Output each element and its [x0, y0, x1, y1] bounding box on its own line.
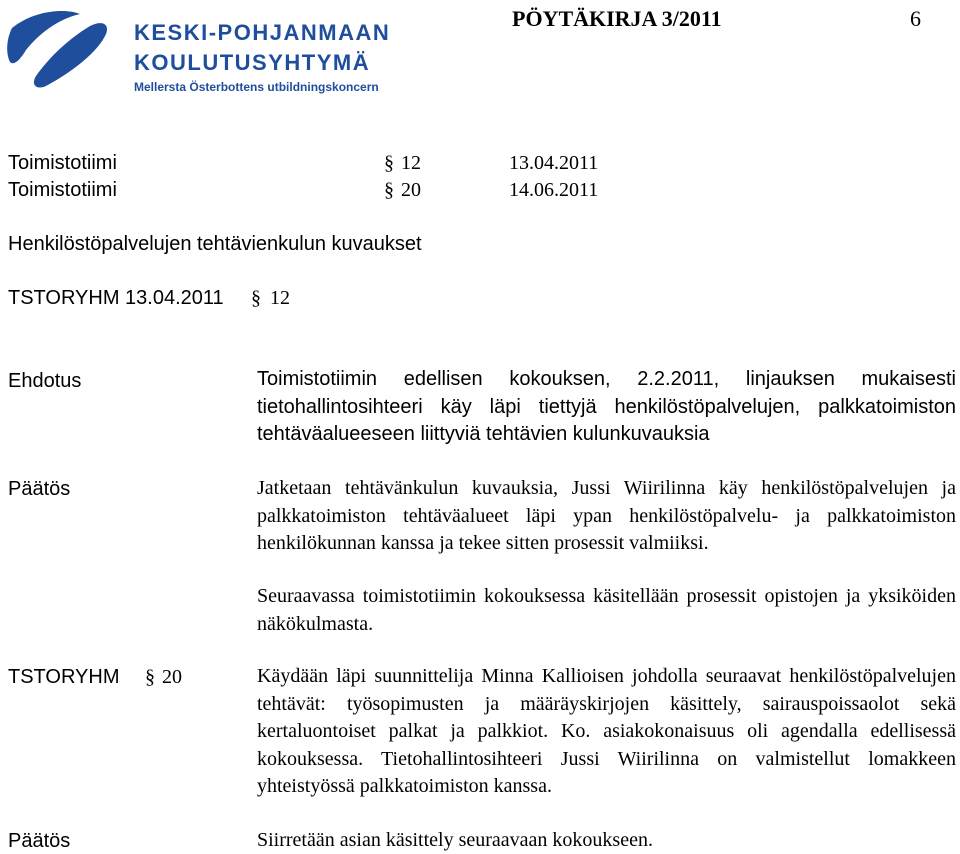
decision-text: Jatketaan tehtävänkulun kuvauksia, Jussi Wiirilinna käy henkilöstöpalvelujen ja palkkatoimiston tehtäväalueet läpi ypan henkilöstöpalvelu- ja palkkatoimiston henkilökunnan kanssa ja tekee sitten prosessit valmiiksi.: [257, 477, 956, 554]
reference-date: 13.04.2011: [509, 152, 599, 174]
section-reference: TSTORYHM 13.04.2011: [8, 287, 224, 309]
logo-subtitle: Mellersta Österbottens utbildningskoncern: [134, 80, 379, 94]
decision-label: Päätös: [8, 478, 71, 500]
paragraph-symbol: §: [251, 287, 261, 309]
section-number: 20: [162, 666, 182, 688]
agenda-heading: Henkilöstöpalvelujen tehtävienkulun kuvaukset: [8, 233, 422, 255]
decision-text: Siirretään asian käsittely seuraavaan kokoukseen.: [257, 829, 653, 851]
section-text: Käydään läpi suunnittelija Minna Kallioisen johdolla seuraavat henkilöstöpalvelujen tehtävät: työsopimusten ja määräyskirjojen käsittely, sairauspoissaolot sekä kertaluontoiset palkat ja palkkiot. Ko. asiakokonaisuus oli agendalla edellisessä kokouksessa. Tietohallintosihteeri Jussi Wiirilinna on valmistellut lomakkeen yhteistyössä palkkatoimiston kanssa.: [257, 665, 956, 797]
section-reference: TSTORYHM: [8, 666, 120, 688]
reference-number: 20: [401, 179, 421, 201]
proposal-label: Ehdotus: [8, 370, 82, 392]
reference-body: Toimistotiimi: [8, 152, 117, 174]
decision-label: Päätös: [8, 830, 71, 852]
page-number: 6: [910, 6, 921, 31]
paragraph-symbol: §: [384, 179, 394, 201]
reference-date: 14.06.2011: [509, 179, 599, 201]
paragraph-symbol: §: [145, 666, 155, 688]
followup-text: Seuraavassa toimistotiimin kokouksessa käsitellään prosessit opistojen ja yksiköiden näkökulmasta.: [257, 585, 956, 635]
document-title: PÖYTÄKIRJA 3/2011: [512, 6, 722, 31]
reference-body: Toimistotiimi: [8, 179, 117, 201]
logo-name-line1: KESKI-POHJANMAAN: [134, 20, 391, 45]
paragraph-symbol: §: [384, 152, 394, 174]
reference-number: 12: [401, 152, 421, 174]
section-number: 12: [270, 287, 290, 309]
logo-name-line2: KOULUTUSYHTYMÄ: [134, 50, 371, 75]
proposal-text: Toimistotiimin edellisen kokouksen, 2.2.2011, linjauksen mukaisesti tietohallintosihteeri käy läpi tiettyjä henkilöstöpalvelujen, palkkatoimiston tehtäväalueeseen liittyviä tehtävien kulunkuvauksia: [257, 368, 956, 445]
organization-logo-icon: [6, 6, 116, 92]
